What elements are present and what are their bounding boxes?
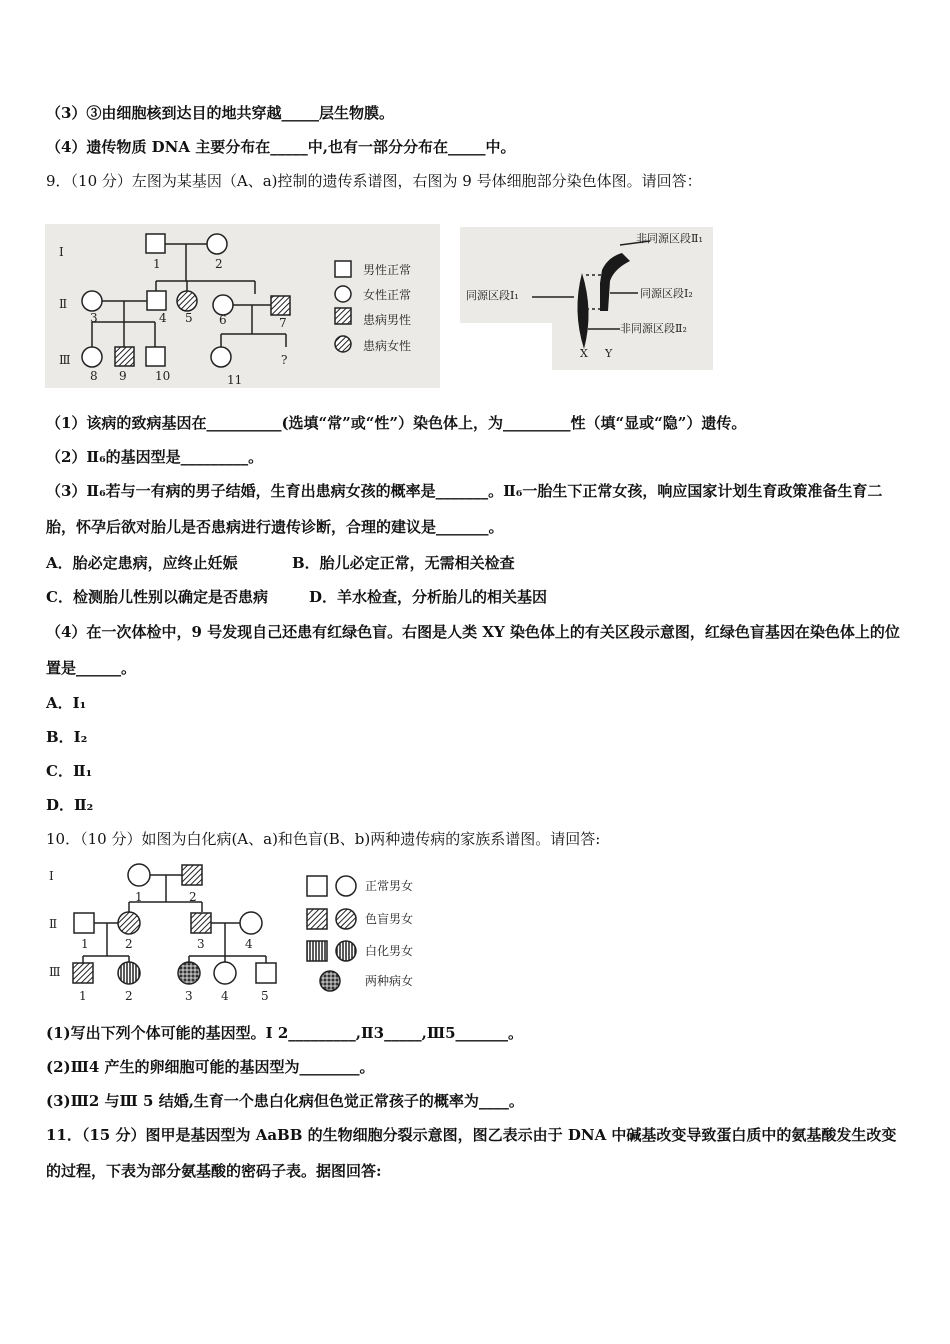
q10-num-III3: 3 xyxy=(185,989,193,1003)
q10-legend-cb-female-icon xyxy=(336,909,356,929)
q9-pedigree-svg xyxy=(45,224,440,388)
q10-legend-label-3: 白化男女 xyxy=(365,944,414,958)
q10-num-III5: 5 xyxy=(261,989,269,1003)
q10-part-1: (1)写出下列个体可能的基因型。Ⅰ 2_________,Ⅱ3_____,Ⅲ5_______。 xyxy=(46,1024,524,1042)
q9-num-1: 1 xyxy=(153,257,161,271)
q10-num-III4: 4 xyxy=(221,989,229,1003)
q10-III1-male-colorblind xyxy=(73,963,93,983)
q10-II1-male-normal xyxy=(74,913,94,933)
q10-num-III1: 1 xyxy=(79,989,87,1003)
q9-part-3: （3）Ⅱ₆若与一有病的男子结婚，生育出患病女孩的概率是_______。Ⅱ₆一胎生下正常女孩，响应国家计划生育政策准备生育二胎，怀孕后欲对胎儿是否患病进行遗传诊断，合理的建议是_______。 xyxy=(46,482,883,536)
q10-pedigree-svg xyxy=(45,860,440,1005)
q10-num-I2: 2 xyxy=(189,890,197,904)
q9-chromosome-svg xyxy=(460,227,713,370)
q9-II4-male-normal xyxy=(147,291,166,310)
q9-III9-male-affected xyxy=(115,347,134,366)
q10-gen-II: Ⅱ xyxy=(49,917,58,931)
q9-option-c: C．检测胎儿性别以确定是否患病 xyxy=(46,588,268,606)
q10-num-II1: 1 xyxy=(81,937,89,951)
q10-legend-label-2: 色盲男女 xyxy=(365,912,414,926)
q10-gen-I: Ⅰ xyxy=(49,869,54,883)
q10-III4-female-normal xyxy=(214,962,236,984)
q9-num-2: 2 xyxy=(215,257,223,271)
q8-line-3: （3）③由细胞核到达目的地共穿越_____层生物膜。 xyxy=(46,104,394,122)
q10-III2-female-albino xyxy=(118,962,140,984)
q9-III8-female-normal xyxy=(82,347,102,367)
q9-option-d: D．羊水检查，分析胎儿的相关基因 xyxy=(309,588,548,606)
q9-legend-label-2: 女性正常 xyxy=(363,288,412,302)
q9-chrom-label-nonhom-II1: 非同源区段Ⅱ₁ xyxy=(636,232,703,245)
q10-header: 10．（10 分）如图为白化病(A、a)和色盲(B、b)两种遗传病的家族系谱图。请回答: xyxy=(46,830,601,848)
q10-legend-albino-male-icon xyxy=(307,941,327,961)
q10-num-III2: 2 xyxy=(125,989,133,1003)
q9-num-unknown: ? xyxy=(281,353,288,367)
q10-legend-normal-male-icon xyxy=(307,876,327,896)
q10-num-I1: 1 xyxy=(135,890,143,904)
q10-part-2: (2)Ⅲ4 产生的卵细胞可能的基因型为________。 xyxy=(46,1058,375,1076)
q9-num-11: 11 xyxy=(227,373,243,387)
q10-legend-albino-female-icon xyxy=(336,941,356,961)
q9-I2-female-normal xyxy=(207,234,227,254)
q10-II2-female-colorblind xyxy=(118,912,140,934)
q10-gen-III: Ⅲ xyxy=(49,965,61,979)
q10-part-3: (3)Ⅲ2 与Ⅲ 5 结婚,生育一个患白化病但色觉正常孩子的概率为____。 xyxy=(46,1092,524,1110)
q10-I2-male-colorblind xyxy=(182,865,202,885)
q9-num-7: 7 xyxy=(279,316,287,330)
q9-legend-male-affected-icon xyxy=(335,308,351,324)
q10-legend-both-female-icon xyxy=(320,971,340,991)
q9-choice-a: A．I₁ xyxy=(46,694,87,712)
q9-num-9: 9 xyxy=(119,369,127,383)
q9-legend-label-1: 男性正常 xyxy=(363,263,412,277)
q9-II5-female-affected xyxy=(177,291,197,311)
q9-num-4: 4 xyxy=(159,311,167,325)
q9-I1-male-normal xyxy=(146,234,165,253)
q10-legend-cb-male-icon xyxy=(307,909,327,929)
q9-num-3: 3 xyxy=(90,311,98,325)
q10-legend-label-1: 正常男女 xyxy=(365,879,414,893)
q8-line-4: （4）遗传物质 DNA 主要分布在_____中,也有一部分分布在_____中。 xyxy=(46,138,516,156)
q9-III11-female-normal xyxy=(211,347,231,367)
q9-num-8: 8 xyxy=(90,369,98,383)
q9-gen-II: Ⅱ xyxy=(59,297,68,311)
q9-chromosome-figure xyxy=(460,227,713,370)
q10-legend-label-4: 两种病女 xyxy=(365,974,414,988)
q9-choice-c: C．Ⅱ₁ xyxy=(46,762,93,780)
q10-num-II2: 2 xyxy=(125,937,133,951)
q9-legend-label-3: 患病男性 xyxy=(363,313,412,327)
q10-pedigree-figure xyxy=(45,860,440,1005)
q9-II7-male-affected xyxy=(271,296,290,315)
q10-num-II4: 4 xyxy=(245,937,253,951)
q10-III5-male-normal xyxy=(256,963,276,983)
q9-gen-III: Ⅲ xyxy=(59,353,71,367)
q10-III3-female-both xyxy=(178,962,200,984)
q10-II3-male-colorblind xyxy=(191,913,211,933)
q9-num-6: 6 xyxy=(219,313,227,327)
q10-I1-female-normal xyxy=(128,864,150,886)
q9-pedigree-figure xyxy=(45,224,440,388)
q9-legend-male-normal-icon xyxy=(335,261,351,277)
q9-II3-female-normal xyxy=(82,291,102,311)
q9-part-2: （2）Ⅱ₆的基因型是_________。 xyxy=(46,448,264,466)
q9-legend-female-normal-icon xyxy=(335,286,351,302)
q9-gen-I: Ⅰ xyxy=(59,245,64,259)
q10-II4-female-normal xyxy=(240,912,262,934)
q9-chrom-label-hom-I1: 同源区段Ⅰ₁ xyxy=(466,289,519,302)
q9-choice-b: B．I₂ xyxy=(46,728,88,746)
q10-num-II3: 3 xyxy=(197,937,205,951)
q9-num-5: 5 xyxy=(185,311,193,325)
q11-text: 11．（15 分）图甲是基因型为 AaBB 的生物细胞分裂示意图，图乙表示由于 DNA 中碱基改变导致蛋白质中的氨基酸发生改变的过程，下表为部分氨基酸的密码子表。据图回答: xyxy=(46,1126,897,1180)
q9-III10-male-normal xyxy=(146,347,165,366)
q9-chrom-label-nonhom-II2: 非同源区段Ⅱ₂ xyxy=(620,322,687,335)
q9-part-4: （4）在一次体检中，9 号发现自己还患有红绿色盲。右图是人类 XY 染色体上的有关区段示意图，红绿色盲基因在染色体上的位置是______。 xyxy=(46,623,900,677)
q9-chrom-label-x: X xyxy=(580,347,588,360)
q9-num-10: 10 xyxy=(155,369,171,383)
q9-option-a: A．胎必定患病，应终止妊娠 xyxy=(46,554,238,572)
q9-II6-female-normal xyxy=(213,295,233,315)
q9-choice-d: D．Ⅱ₂ xyxy=(46,796,94,814)
q9-header: 9．（10 分）左图为某基因（A、a)控制的遗传系谱图，右图为 9 号体细胞部分染色体图。请回答： xyxy=(46,172,702,190)
q9-chrom-label-y: Y xyxy=(605,347,613,360)
q9-part-1: （1）该病的致病基因在__________(选填“常”或“性”）染色体上，为_________性（填“显或“隐”）遗传。 xyxy=(46,414,747,432)
q9-legend-label-4: 患病女性 xyxy=(363,339,412,353)
q9-legend-female-affected-icon xyxy=(335,336,351,352)
q9-chrom-label-hom-I2: 同源区段Ⅰ₂ xyxy=(640,287,693,300)
q9-option-b: B．胎儿必定正常，无需相关检查 xyxy=(292,554,515,572)
q10-legend-normal-female-icon xyxy=(336,876,356,896)
